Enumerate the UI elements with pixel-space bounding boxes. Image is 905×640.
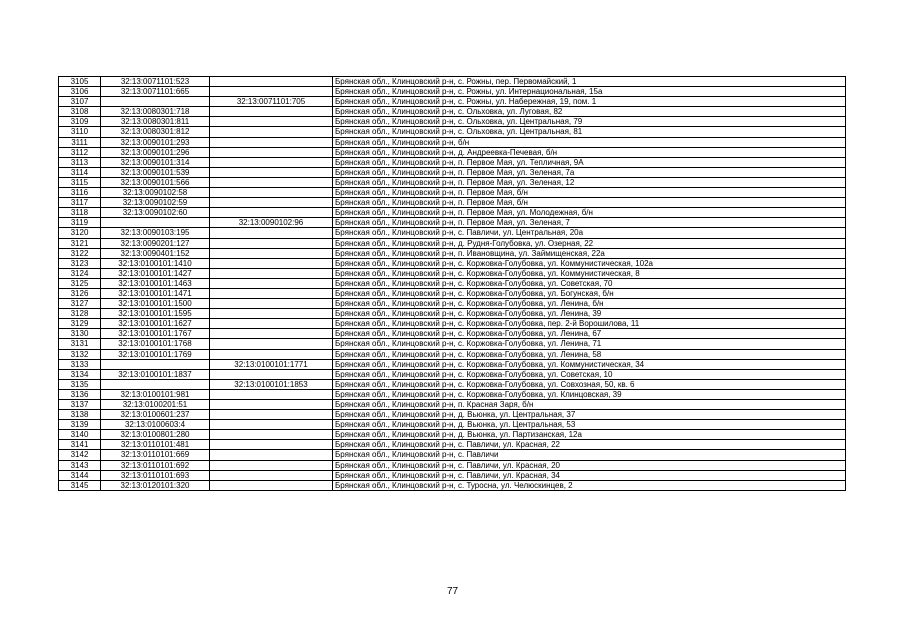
cadastral-number-cell: 32:13:0100101:1769 xyxy=(101,349,210,359)
cadastral-number-cell: 32:13:0090101:296 xyxy=(101,147,210,157)
table-row xyxy=(59,137,846,147)
address-cell: Брянская обл., Клинцовский р-н, п. Первое Мая, б/н xyxy=(333,188,846,198)
table-row xyxy=(59,430,846,440)
cadastral-number-cell: 32:13:0090101:566 xyxy=(101,177,210,187)
cadastral-number-cell: 32:13:0100201:51 xyxy=(101,400,210,410)
cadastral-number-cell: 32:13:0100601:237 xyxy=(101,410,210,420)
cadastral-number-cell: 32:13:0100101:1427 xyxy=(101,268,210,278)
cadastral-number-cell xyxy=(101,218,210,228)
page-number: 77 xyxy=(446,586,459,597)
cadastral-number-alt-cell xyxy=(210,248,333,258)
cadastral-number-alt-cell xyxy=(210,440,333,450)
cadastral-number-cell: 32:13:0110101:692 xyxy=(101,460,210,470)
table-row xyxy=(59,278,846,288)
cadastral-number-cell: 32:13:0100101:1768 xyxy=(101,339,210,349)
address-cell: Брянская обл., Клинцовский р-н, п. Первое Мая, б/н xyxy=(333,198,846,208)
address-cell: Брянская обл., Клинцовский р-н, д. Вьюнка, ул. Партизанская, 12а xyxy=(333,430,846,440)
address-cell: Брянская обл., Клинцовский р-н, с. Коржовка-Голубовка, ул. Богунская, б/н xyxy=(333,288,846,298)
table-row xyxy=(59,359,846,369)
table-row xyxy=(59,410,846,420)
row-number-cell: 3137 xyxy=(59,400,101,410)
cadastral-number-alt-cell xyxy=(210,137,333,147)
cadastral-number-alt-cell xyxy=(210,198,333,208)
address-cell: Брянская обл., Клинцовский р-н, п. Первое Мая, ул. Зеленая, 7 xyxy=(333,218,846,228)
row-number-cell: 3118 xyxy=(59,208,101,218)
cadastral-number-cell: 32:13:0090401:152 xyxy=(101,248,210,258)
table-row xyxy=(59,198,846,208)
table-row xyxy=(59,87,846,97)
cadastral-number-alt-cell xyxy=(210,329,333,339)
address-cell: Брянская обл., Клинцовский р-н, с. Коржовка-Голубовка, ул. Коммунистическая, 34 xyxy=(333,359,846,369)
row-number-cell: 3119 xyxy=(59,218,101,228)
table-row xyxy=(59,379,846,389)
table-row xyxy=(59,127,846,137)
address-cell: Брянская обл., Клинцовский р-н, с. Ольховка, ул. Луговая, 82 xyxy=(333,107,846,117)
cadastral-number-cell: 32:13:0100101:1595 xyxy=(101,309,210,319)
cadastral-number-alt-cell xyxy=(210,339,333,349)
cadastral-number-cell: 32:13:0090103:195 xyxy=(101,228,210,238)
address-cell: Брянская обл., Клинцовский р-н, с. Коржовка-Голубовка, пер. 2-й Ворошилова, 11 xyxy=(333,319,846,329)
address-cell: Брянская обл., Клинцовский р-н, п. Первое Мая, ул. Молодежная, б/н xyxy=(333,208,846,218)
row-number-cell: 3107 xyxy=(59,97,101,107)
row-number-cell: 3123 xyxy=(59,258,101,268)
table-row xyxy=(59,167,846,177)
table-row xyxy=(59,218,846,228)
cadastral-number-alt-cell xyxy=(210,87,333,97)
row-number-cell: 3128 xyxy=(59,309,101,319)
address-cell: Брянская обл., Клинцовский р-н, с. Коржовка-Голубовка, ул. Советская, 70 xyxy=(333,278,846,288)
address-cell: Брянская обл., Клинцовский р-н, с. Коржовка-Голубовка, ул. Клинцовская, 39 xyxy=(333,389,846,399)
address-cell: Брянская обл., Клинцовский р-н, с. Туросна, ул. Челюскинцев, 2 xyxy=(333,480,846,490)
table-row xyxy=(59,208,846,218)
cadastral-number-alt-cell xyxy=(210,127,333,137)
table-row xyxy=(59,309,846,319)
cadastral-number-cell: 32:13:0090101:314 xyxy=(101,157,210,167)
row-number-cell: 3126 xyxy=(59,288,101,298)
table-row xyxy=(59,77,846,87)
registry-table-body xyxy=(59,77,846,491)
cadastral-number-alt-cell xyxy=(210,177,333,187)
row-number-cell: 3141 xyxy=(59,440,101,450)
address-cell: Брянская обл., Клинцовский р-н, с. Рожны, ул. Набережная, 19, пом. 1 xyxy=(333,97,846,107)
cadastral-number-cell: 32:13:0110101:669 xyxy=(101,450,210,460)
cadastral-number-cell: 32:13:0090102:60 xyxy=(101,208,210,218)
cadastral-number-alt-cell xyxy=(210,167,333,177)
row-number-cell: 3125 xyxy=(59,278,101,288)
row-number-cell: 3130 xyxy=(59,329,101,339)
cadastral-number-alt-cell xyxy=(210,188,333,198)
cadastral-number-alt-cell xyxy=(210,410,333,420)
table-row xyxy=(59,369,846,379)
address-cell: Брянская обл., Клинцовский р-н, п. Ивановщина, ул. Займищенская, 22а xyxy=(333,248,846,258)
table-row xyxy=(59,299,846,309)
address-cell: Брянская обл., Клинцовский р-н, с. Коржовка-Голубовка, ул. Ленина, 58 xyxy=(333,349,846,359)
cadastral-number-cell: 32:13:0080301:811 xyxy=(101,117,210,127)
cadastral-number-cell: 32:13:0071101:665 xyxy=(101,87,210,97)
address-cell: Брянская обл., Клинцовский р-н, с. Ольховка, ул. Центральная, 81 xyxy=(333,127,846,137)
table-row xyxy=(59,147,846,157)
address-cell: Брянская обл., Клинцовский р-н, с. Коржовка-Голубовка, ул. Ленина, б/н xyxy=(333,299,846,309)
cadastral-number-alt-cell xyxy=(210,319,333,329)
address-cell: Брянская обл., Клинцовский р-н, п. Первое Мая, ул. Зеленая, 7а xyxy=(333,167,846,177)
address-cell: Брянская обл., Клинцовский р-н, с. Павличи, ул. Красная, 20 xyxy=(333,460,846,470)
cadastral-number-cell: 32:13:0110101:481 xyxy=(101,440,210,450)
cadastral-number-alt-cell xyxy=(210,147,333,157)
cadastral-number-alt-cell xyxy=(210,450,333,460)
row-number-cell: 3135 xyxy=(59,379,101,389)
registry-table xyxy=(58,76,846,491)
cadastral-number-alt-cell xyxy=(210,208,333,218)
address-cell: Брянская обл., Клинцовский р-н, с. Рожны, пер. Первомайский, 1 xyxy=(333,77,846,87)
address-cell: Брянская обл., Клинцовский р-н, п. Первое Мая, ул. Зеленая, 12 xyxy=(333,177,846,187)
table-row xyxy=(59,460,846,470)
table-row xyxy=(59,248,846,258)
cadastral-number-alt-cell xyxy=(210,228,333,238)
row-number-cell: 3117 xyxy=(59,198,101,208)
cadastral-number-alt-cell xyxy=(210,258,333,268)
address-cell: Брянская обл., Клинцовский р-н, д. Андреевка-Печевая, б/н xyxy=(333,147,846,157)
table-row xyxy=(59,480,846,490)
cadastral-number-alt-cell xyxy=(210,460,333,470)
address-cell: Брянская обл., Клинцовский р-н, с. Коржовка-Голубовка, ул. Ленина, 39 xyxy=(333,309,846,319)
cadastral-number-cell: 32:13:0100101:1767 xyxy=(101,329,210,339)
table-row xyxy=(59,450,846,460)
address-cell: Брянская обл., Клинцовский р-н, с. Коржовка-Голубовка, ул. Коммунистическая, 8 xyxy=(333,268,846,278)
address-cell: Брянская обл., Клинцовский р-н, п. Красная Заря, б/н xyxy=(333,400,846,410)
address-cell: Брянская обл., Клинцовский р-н, с. Рожны, ул. Интернациональная, 15а xyxy=(333,87,846,97)
cadastral-number-cell: 32:13:0100101:981 xyxy=(101,389,210,399)
row-number-cell: 3110 xyxy=(59,127,101,137)
cadastral-number-cell: 32:13:0071101:523 xyxy=(101,77,210,87)
cadastral-number-cell: 32:13:0100101:1837 xyxy=(101,369,210,379)
cadastral-number-cell: 32:13:0080301:718 xyxy=(101,107,210,117)
row-number-cell: 3129 xyxy=(59,319,101,329)
cadastral-number-alt-cell xyxy=(210,470,333,480)
row-number-cell: 3131 xyxy=(59,339,101,349)
row-number-cell: 3122 xyxy=(59,248,101,258)
cadastral-number-alt-cell xyxy=(210,117,333,127)
row-number-cell: 3113 xyxy=(59,157,101,167)
table-row xyxy=(59,228,846,238)
row-number-cell: 3111 xyxy=(59,137,101,147)
row-number-cell: 3108 xyxy=(59,107,101,117)
address-cell: Брянская обл., Клинцовский р-н, с. Коржовка-Голубовка, ул. Коммунистическая, 102а xyxy=(333,258,846,268)
cadastral-number-cell: 32:13:0100801:280 xyxy=(101,430,210,440)
table-row xyxy=(59,420,846,430)
table-row xyxy=(59,188,846,198)
cadastral-number-alt-cell xyxy=(210,400,333,410)
row-number-cell: 3115 xyxy=(59,177,101,187)
table-row xyxy=(59,288,846,298)
cadastral-number-alt-cell xyxy=(210,107,333,117)
table-row xyxy=(59,389,846,399)
cadastral-number-cell: 32:13:0120101:320 xyxy=(101,480,210,490)
cadastral-number-alt-cell xyxy=(210,369,333,379)
table-row xyxy=(59,329,846,339)
row-number-cell: 3105 xyxy=(59,77,101,87)
row-number-cell: 3120 xyxy=(59,228,101,238)
row-number-cell: 3145 xyxy=(59,480,101,490)
address-cell: Брянская обл., Клинцовский р-н, с. Коржовка-Голубовка, ул. Совхозная, 50, кв. 6 xyxy=(333,379,846,389)
table-row xyxy=(59,107,846,117)
cadastral-number-alt-cell xyxy=(210,309,333,319)
table-row xyxy=(59,238,846,248)
address-cell: Брянская обл., Клинцовский р-н, б/н xyxy=(333,137,846,147)
row-number-cell: 3127 xyxy=(59,299,101,309)
row-number-cell: 3139 xyxy=(59,420,101,430)
row-number-cell: 3134 xyxy=(59,369,101,379)
row-number-cell: 3144 xyxy=(59,470,101,480)
row-number-cell: 3116 xyxy=(59,188,101,198)
cadastral-number-cell: 32:13:0100101:1463 xyxy=(101,278,210,288)
cadastral-number-cell: 32:13:0090101:539 xyxy=(101,167,210,177)
cadastral-number-alt-cell xyxy=(210,430,333,440)
cadastral-number-alt-cell xyxy=(210,238,333,248)
cadastral-number-alt-cell xyxy=(210,480,333,490)
row-number-cell: 3109 xyxy=(59,117,101,127)
row-number-cell: 3121 xyxy=(59,238,101,248)
cadastral-number-cell: 32:13:0080301:812 xyxy=(101,127,210,137)
table-row xyxy=(59,268,846,278)
cadastral-number-alt-cell xyxy=(210,77,333,87)
cadastral-number-alt-cell xyxy=(210,278,333,288)
address-cell: Брянская обл., Клинцовский р-н, с. Павличи xyxy=(333,450,846,460)
cadastral-number-cell xyxy=(101,379,210,389)
cadastral-number-alt-cell: 32:13:0100101:1771 xyxy=(210,359,333,369)
table-row xyxy=(59,470,846,480)
cadastral-number-alt-cell xyxy=(210,288,333,298)
cadastral-number-cell: 32:13:0090102:59 xyxy=(101,198,210,208)
address-cell: Брянская обл., Клинцовский р-н, д. Вьюнка, ул. Центральная, 37 xyxy=(333,410,846,420)
cadastral-number-cell: 32:13:0100101:1471 xyxy=(101,288,210,298)
table-row xyxy=(59,97,846,107)
cadastral-number-alt-cell xyxy=(210,349,333,359)
cadastral-number-cell: 32:13:0100101:1627 xyxy=(101,319,210,329)
cadastral-number-cell: 32:13:0090102:58 xyxy=(101,188,210,198)
address-cell: Брянская обл., Клинцовский р-н, д. Рудня-Голубовка, ул. Озерная, 22 xyxy=(333,238,846,248)
address-cell: Брянская обл., Клинцовский р-н, д. Вьюнка, ул. Центральная, 53 xyxy=(333,420,846,430)
cadastral-number-alt-cell: 32:13:0100101:1853 xyxy=(210,379,333,389)
table-row xyxy=(59,349,846,359)
cadastral-number-cell xyxy=(101,359,210,369)
row-number-cell: 3140 xyxy=(59,430,101,440)
address-cell: Брянская обл., Клинцовский р-н, с. Ольховка, ул. Центральная, 79 xyxy=(333,117,846,127)
address-cell: Брянская обл., Клинцовский р-н, с. Коржовка-Голубовка, ул. Ленина, 71 xyxy=(333,339,846,349)
table-row xyxy=(59,319,846,329)
table-row xyxy=(59,339,846,349)
row-number-cell: 3112 xyxy=(59,147,101,157)
row-number-cell: 3114 xyxy=(59,167,101,177)
cadastral-number-cell: 32:13:0100603:4 xyxy=(101,420,210,430)
row-number-cell: 3106 xyxy=(59,87,101,97)
cadastral-number-alt-cell xyxy=(210,299,333,309)
cadastral-number-cell: 32:13:0090101:293 xyxy=(101,137,210,147)
cadastral-number-alt-cell xyxy=(210,268,333,278)
address-cell: Брянская обл., Клинцовский р-н, с. Павличи, ул. Центральная, 20а xyxy=(333,228,846,238)
row-number-cell: 3133 xyxy=(59,359,101,369)
cadastral-number-cell xyxy=(101,97,210,107)
row-number-cell: 3138 xyxy=(59,410,101,420)
table-row xyxy=(59,157,846,167)
address-cell: Брянская обл., Клинцовский р-н, с. Павличи, ул. Красная, 22 xyxy=(333,440,846,450)
table-row xyxy=(59,258,846,268)
row-number-cell: 3136 xyxy=(59,389,101,399)
table-row xyxy=(59,440,846,450)
row-number-cell: 3143 xyxy=(59,460,101,470)
cadastral-number-cell: 32:13:0100101:1500 xyxy=(101,299,210,309)
address-cell: Брянская обл., Клинцовский р-н, с. Коржовка-Голубовка, ул. Ленина, 67 xyxy=(333,329,846,339)
row-number-cell: 3132 xyxy=(59,349,101,359)
row-number-cell: 3124 xyxy=(59,268,101,278)
address-cell: Брянская обл., Клинцовский р-н, с. Павличи, ул. Красная, 34 xyxy=(333,470,846,480)
cadastral-number-alt-cell: 32:13:0090102:96 xyxy=(210,218,333,228)
address-cell: Брянская обл., Клинцовский р-н, с. Коржовка-Голубовка, ул. Советская, 10 xyxy=(333,369,846,379)
row-number-cell: 3142 xyxy=(59,450,101,460)
cadastral-number-alt-cell xyxy=(210,157,333,167)
table-row xyxy=(59,400,846,410)
cadastral-number-cell: 32:13:0100101:1410 xyxy=(101,258,210,268)
cadastral-number-alt-cell xyxy=(210,389,333,399)
table-row xyxy=(59,117,846,127)
cadastral-number-cell: 32:13:0110101:693 xyxy=(101,470,210,480)
cadastral-number-cell: 32:13:0090201:127 xyxy=(101,238,210,248)
cadastral-number-alt-cell xyxy=(210,420,333,430)
address-cell: Брянская обл., Клинцовский р-н, п. Первое Мая, ул. Тепличная, 9А xyxy=(333,157,846,167)
cadastral-number-alt-cell: 32:13:0071101:705 xyxy=(210,97,333,107)
table-row xyxy=(59,177,846,187)
